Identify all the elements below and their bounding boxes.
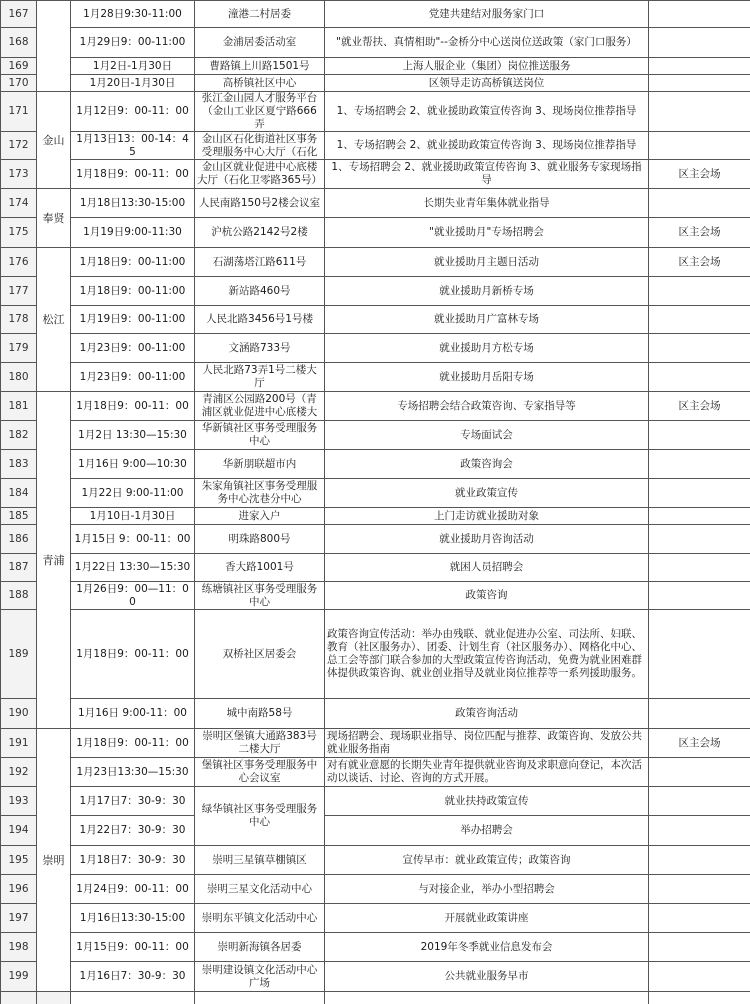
remark-cell [649, 58, 750, 75]
remark-cell [649, 92, 750, 132]
row-number: 187 [1, 554, 37, 582]
remark-cell [649, 610, 750, 699]
row-number: 174 [1, 189, 37, 218]
location-cell: 崇明建设镇文化活动中心广场 [195, 962, 325, 992]
table-row [1, 58, 750, 75]
row-number-partial [1, 992, 37, 1004]
remark-cell [649, 132, 750, 160]
row-number: 176 [1, 248, 37, 277]
row-number: 195 [1, 846, 37, 875]
location-cell: 沪杭公路2142号2楼 [195, 218, 325, 248]
row-number: 182 [1, 421, 37, 450]
remark-cell [649, 479, 750, 508]
table-row [1, 1, 750, 28]
district-cell: 金山 [37, 92, 71, 189]
table-row [1, 421, 750, 450]
row-number: 171 [1, 92, 37, 132]
content-cell-empty [325, 992, 649, 1004]
date-cell: 1月23日9：00-11:00 [71, 334, 195, 363]
row-number: 167 [1, 1, 37, 28]
location-cell: 高桥镇社区中心 [195, 75, 325, 92]
date-cell: 1月2日-1月30日 [71, 58, 195, 75]
date-cell: 1月28日9:30-11:00 [71, 1, 195, 28]
table-row [1, 508, 750, 525]
remark-cell [649, 875, 750, 904]
content-cell: 就业援助月岳阳专场 [325, 363, 649, 392]
row-number: 180 [1, 363, 37, 392]
table-row [1, 729, 750, 758]
content-cell: 专场招聘会结合政策咨询、专家指导等 [325, 392, 649, 421]
content-cell: 1、专场招聘会 2、就业援助政策宣传咨询 3、就业服务专家现场指导 [325, 160, 649, 189]
district-cell: 青浦 [37, 392, 71, 729]
remark-cell [649, 525, 750, 554]
date-cell: 1月22日 9:00-11:00 [71, 479, 195, 508]
table-row [1, 450, 750, 479]
location-cell: 崇明三星文化活动中心 [195, 875, 325, 904]
table-row [1, 875, 750, 904]
table-row [1, 277, 750, 306]
content-cell: 上海人服企业（集团）岗位推送服务 [325, 58, 649, 75]
location-cell: 练塘镇社区事务受理服务中心 [195, 582, 325, 610]
table-row [1, 160, 750, 189]
location-cell: 文涵路733号 [195, 334, 325, 363]
content-cell: 就业援助月主题日活动 [325, 248, 649, 277]
content-cell: 政策咨询 [325, 582, 649, 610]
remark-cell [649, 1, 750, 28]
location-cell: 新站路460号 [195, 277, 325, 306]
content-cell: 现场招聘会、现场职业指导、岗位匹配与推荐、政策咨询、发放公共就业服务指南 [325, 729, 649, 758]
row-number: 172 [1, 132, 37, 160]
table-row [1, 787, 750, 816]
row-number: 178 [1, 306, 37, 334]
table-row [1, 306, 750, 334]
remark-cell-empty [649, 992, 750, 1004]
content-cell: 就业扶持政策宣传 [325, 787, 649, 816]
date-cell: 1月10日-1月30日 [71, 508, 195, 525]
table-row [1, 479, 750, 508]
table-row [1, 392, 750, 421]
date-cell: 1月19日9:00-11:30 [71, 218, 195, 248]
date-cell: 1月17日7：30-9：30 [71, 787, 195, 816]
date-cell: 1月16日 9:00—10:30 [71, 450, 195, 479]
content-cell: 政策咨询会 [325, 450, 649, 479]
row-number: 177 [1, 277, 37, 306]
remark-cell: 区主会场 [649, 248, 750, 277]
date-cell: 1月2日 13:30—15:30 [71, 421, 195, 450]
location-cell: 崇明东平镇文化活动中心 [195, 904, 325, 933]
location-cell: 崇明三星镇草棚镇区 [195, 846, 325, 875]
date-cell-empty [71, 992, 195, 1004]
date-cell: 1月23日13:30—15:30 [71, 758, 195, 787]
table-row [1, 363, 750, 392]
table-row-partial [1, 992, 750, 1004]
table-row [1, 525, 750, 554]
row-number: 191 [1, 729, 37, 758]
date-cell: 1月13日13：00-14：45 [71, 132, 195, 160]
date-cell: 1月18日9：00-11：00 [71, 392, 195, 421]
content-cell: 就困人员招聘会 [325, 554, 649, 582]
row-number: 181 [1, 392, 37, 421]
content-cell: 政策咨询活动 [325, 699, 649, 729]
content-cell: 区领导走访高桥镇送岗位 [325, 75, 649, 92]
location-cell: 人民南路150号2楼会议室 [195, 189, 325, 218]
table-row [1, 610, 750, 699]
remark-cell [649, 554, 750, 582]
row-number: 184 [1, 479, 37, 508]
remark-cell: 区主会场 [649, 392, 750, 421]
location-cell: 张江金山园人才服务平台（金山工业区夏宁路666弄 [195, 92, 325, 132]
remark-cell [649, 933, 750, 962]
table-row [1, 92, 750, 132]
content-cell: "就业援助月"专场招聘会 [325, 218, 649, 248]
location-cell: 金山区石化街道社区事务受理服务中心大厅（石化 [195, 132, 325, 160]
location-cell: 人民北路3456号1号楼 [195, 306, 325, 334]
date-cell: 1月26日9：00—11：00 [71, 582, 195, 610]
row-number: 173 [1, 160, 37, 189]
row-number: 186 [1, 525, 37, 554]
content-cell: 举办招聘会 [325, 816, 649, 846]
remark-cell [649, 816, 750, 846]
date-cell: 1月22日 13:30—15:30 [71, 554, 195, 582]
date-cell: 1月12日9：00-11：00 [71, 92, 195, 132]
date-cell: 1月19日9：00-11:00 [71, 306, 195, 334]
location-cell: 石湖荡塔江路611号 [195, 248, 325, 277]
district-cell: 崇明 [37, 729, 71, 992]
location-cell: 金山区就业促进中心底楼大厅（石化卫零路365号） [195, 160, 325, 189]
date-cell: 1月16日 9:00-11：00 [71, 699, 195, 729]
location-cell: 人民北路73弄1号二楼大厅 [195, 363, 325, 392]
date-cell: 1月18日7：30-9：30 [71, 846, 195, 875]
row-number: 193 [1, 787, 37, 816]
content-cell: 专场面试会 [325, 421, 649, 450]
remark-cell [649, 904, 750, 933]
location-cell: 城中南路58号 [195, 699, 325, 729]
row-number: 189 [1, 610, 37, 699]
content-cell: 1、专场招聘会 2、就业援助政策宣传咨询 3、现场岗位推荐指导 [325, 132, 649, 160]
remark-cell [649, 306, 750, 334]
location-cell: 香大路1001号 [195, 554, 325, 582]
remark-cell: 区主会场 [649, 218, 750, 248]
remark-cell [649, 962, 750, 992]
row-number: 198 [1, 933, 37, 962]
date-cell: 1月16日7：30-9：30 [71, 962, 195, 992]
location-cell: 双桥社区居委会 [195, 610, 325, 699]
row-number: 196 [1, 875, 37, 904]
date-cell: 1月18日9：00-11：00 [71, 729, 195, 758]
row-number: 192 [1, 758, 37, 787]
row-number: 179 [1, 334, 37, 363]
location-cell: 朱家角镇社区事务受理服务中心沈巷分中心 [195, 479, 325, 508]
date-cell: 1月18日13:30-15:00 [71, 189, 195, 218]
location-cell: 青浦区公园路200号（青浦区就业促进中心底楼大 [195, 392, 325, 421]
content-cell: 与对接企业，举办小型招聘会 [325, 875, 649, 904]
row-number: 183 [1, 450, 37, 479]
table-row [1, 699, 750, 729]
location-cell: 潼港二村居委 [195, 1, 325, 28]
content-cell: 就业援助月广富林专场 [325, 306, 649, 334]
district-cell-empty [37, 992, 71, 1004]
remark-cell: 区主会场 [649, 729, 750, 758]
date-cell: 1月18日9：00-11：00 [71, 610, 195, 699]
remark-cell [649, 758, 750, 787]
content-cell: 2019年冬季就业信息发布会 [325, 933, 649, 962]
row-number: 190 [1, 699, 37, 729]
date-cell: 1月23日9：00-11:00 [71, 363, 195, 392]
remark-cell [649, 699, 750, 729]
remark-cell [649, 189, 750, 218]
table-row [1, 189, 750, 218]
table-row [1, 248, 750, 277]
remark-cell [649, 846, 750, 875]
content-cell: 就业援助月新桥专场 [325, 277, 649, 306]
date-cell: 1月18日9：00-11：00 [71, 160, 195, 189]
remark-cell: 区主会场 [649, 160, 750, 189]
table-row [1, 816, 750, 846]
location-cell: 金浦居委活动室 [195, 28, 325, 58]
table-row [1, 582, 750, 610]
date-cell: 1月15日 9：00-11：00 [71, 525, 195, 554]
row-number: 199 [1, 962, 37, 992]
location-cell: 绿华镇社区事务受理服务中心 [195, 787, 325, 846]
content-cell: 宣传早市：就业政策宣传；政策咨询 [325, 846, 649, 875]
location-cell-empty [195, 992, 325, 1004]
district-cell-empty [37, 1, 71, 92]
content-cell: 就业援助月咨询活动 [325, 525, 649, 554]
table-row [1, 132, 750, 160]
table-row [1, 962, 750, 992]
content-cell: 政策咨询宣传活动：举办由残联、就业促进办公室、司法所、妇联、教育（社区服务办）、团委、计划生育（社区服务办）、网格化中心、总工会等部门联合参加的大型政策宣传咨询活动，免费为就业困难群体提供政策咨询、就业创业指导及就业岗位推荐等一系列援助服务。 [325, 610, 649, 699]
date-cell: 1月18日9：00-11:00 [71, 248, 195, 277]
date-cell: 1月15日9：00-11：00 [71, 933, 195, 962]
remark-cell [649, 787, 750, 816]
content-cell: 就业援助月方松专场 [325, 334, 649, 363]
table-row [1, 334, 750, 363]
location-cell: 明珠路800号 [195, 525, 325, 554]
district-cell: 奉贤 [37, 189, 71, 248]
date-cell: 1月24日9：00-11：00 [71, 875, 195, 904]
table-row [1, 554, 750, 582]
row-number: 175 [1, 218, 37, 248]
location-cell: 进家入户 [195, 508, 325, 525]
remark-cell [649, 28, 750, 58]
row-number: 170 [1, 75, 37, 92]
row-number: 188 [1, 582, 37, 610]
remark-cell [649, 508, 750, 525]
remark-cell [649, 334, 750, 363]
row-number: 185 [1, 508, 37, 525]
row-number: 168 [1, 28, 37, 58]
location-cell: 曹路镇上川路1501号 [195, 58, 325, 75]
table-row [1, 218, 750, 248]
content-cell: 长期失业青年集体就业指导 [325, 189, 649, 218]
content-cell: "就业帮扶、真情相助"--金桥分中心送岗位送政策（家门口服务） [325, 28, 649, 58]
remark-cell [649, 363, 750, 392]
remark-cell [649, 450, 750, 479]
date-cell: 1月20日-1月30日 [71, 75, 195, 92]
date-cell: 1月29日9：00-11:00 [71, 28, 195, 58]
content-cell: 就业政策宣传 [325, 479, 649, 508]
date-cell: 1月16日13:30-15:00 [71, 904, 195, 933]
remark-cell [649, 277, 750, 306]
location-cell: 崇明区堡镇大通路383号二楼大厅 [195, 729, 325, 758]
remark-cell [649, 75, 750, 92]
location-cell: 华新朋联超市内 [195, 450, 325, 479]
remark-cell [649, 582, 750, 610]
row-number: 197 [1, 904, 37, 933]
date-cell: 1月18日9：00-11:00 [71, 277, 195, 306]
remark-cell [649, 421, 750, 450]
date-cell: 1月22日7：30-9：30 [71, 816, 195, 846]
content-cell: 党建共建结对服务家门口 [325, 1, 649, 28]
content-cell: 上门走访就业援助对象 [325, 508, 649, 525]
location-cell: 堡镇社区事务受理服务中心会议室 [195, 758, 325, 787]
table-row [1, 75, 750, 92]
location-cell: 崇明新海镇各居委 [195, 933, 325, 962]
table-row [1, 758, 750, 787]
content-cell: 对有就业意愿的长期失业青年提供就业咨询及求职意向登记，本次活动以谈话、讨论、咨询的方式开展。 [325, 758, 649, 787]
table-row [1, 904, 750, 933]
content-cell: 公共就业服务早市 [325, 962, 649, 992]
table-row [1, 933, 750, 962]
content-cell: 开展就业政策讲座 [325, 904, 649, 933]
location-cell: 华新镇社区事务受理服务中心 [195, 421, 325, 450]
content-cell: 1、专场招聘会 2、就业援助政策宣传咨询 3、现场岗位推荐指导 [325, 92, 649, 132]
district-cell: 松江 [37, 248, 71, 392]
table-row [1, 28, 750, 58]
table-row [1, 846, 750, 875]
row-number: 169 [1, 58, 37, 75]
row-number: 194 [1, 816, 37, 846]
